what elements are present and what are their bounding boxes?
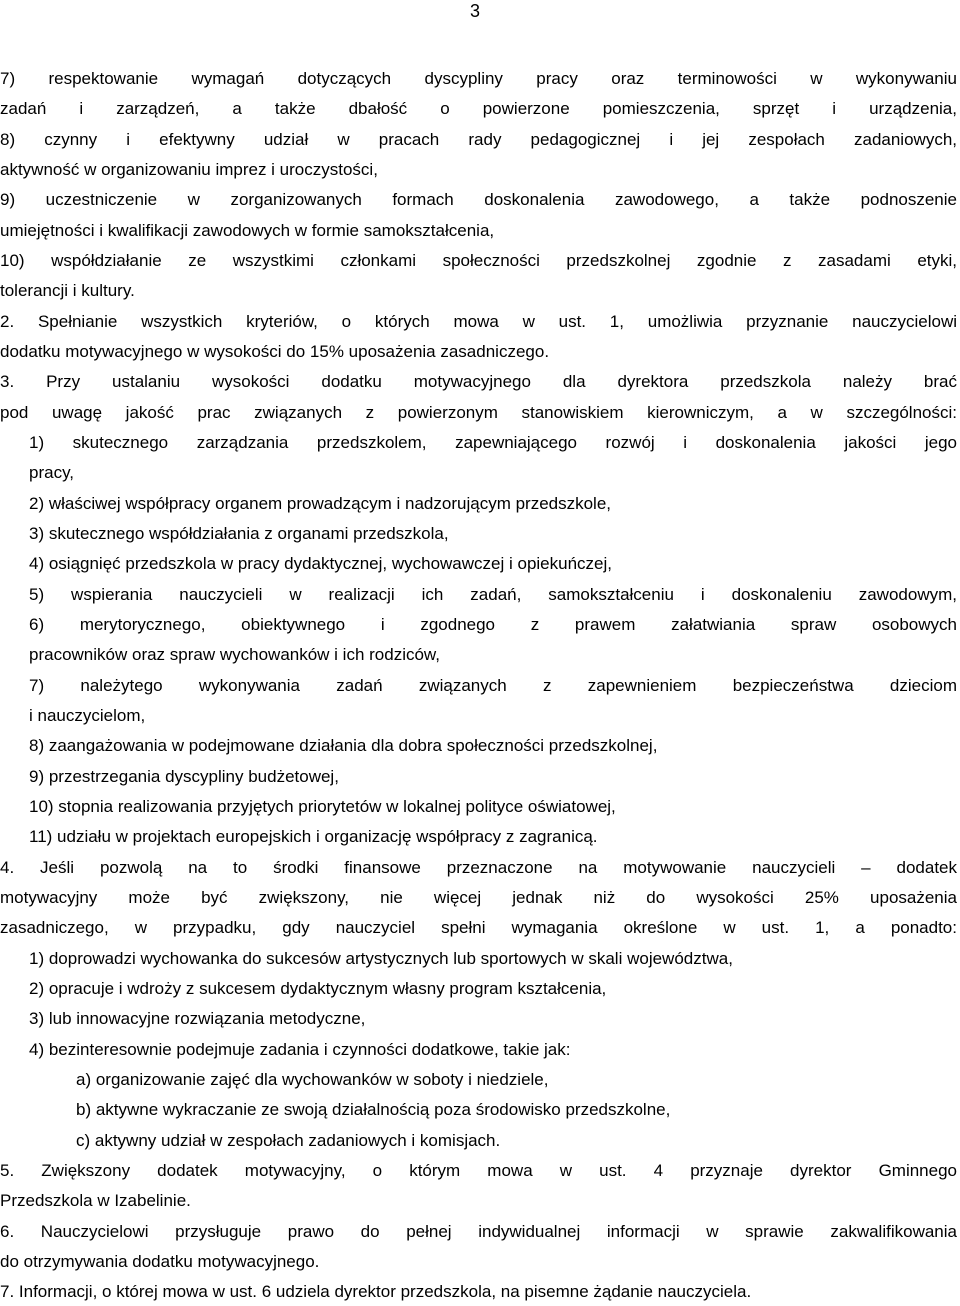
text-line: 5) wspierania nauczycieli w realizacji ich zadań, samokształceniu i doskonaleniu zawodowym, [29, 585, 957, 604]
text-line: 2) właściwej współpracy organem prowadzącym i nadzorującym przedszkole, [29, 494, 612, 513]
text-line: 11) udziału w projektach europejskich i organizację współpracy z zagranicą. [29, 827, 598, 846]
text-line: 3) lub innowacyjne rozwiązania metodyczne, [29, 1009, 366, 1028]
text-line: 1) doprowadzi wychowanka do sukcesów artystycznych lub sportowych w skali województwa, [29, 949, 733, 968]
text-line: 7) należytego wykonywania zadań związanych z zapewnieniem bezpieczeństwa dzieciom [29, 676, 957, 695]
text-line: b) aktywne wykraczanie ze swoją działalnością poza środowisko przedszkolne, [76, 1100, 671, 1119]
text-line: 9) przestrzegania dyscypliny budżetowej, [29, 767, 339, 786]
text-line: a) organizowanie zajęć dla wychowanków w soboty i niedziele, [76, 1070, 549, 1089]
text-line: 8) zaangażowania w podejmowane działania dla dobra społeczności przedszkolnej, [29, 736, 658, 755]
text-line: 9) uczestniczenie w zorganizowanych formach doskonalenia zawodowego, a także podnoszenie [0, 190, 957, 209]
text-line: motywacyjny może być zwiększony, nie więcej jednak niż do wysokości 25% uposażenia [0, 888, 957, 907]
text-line: 10) stopnia realizowania przyjętych priorytetów w lokalnej polityce oświatowej, [29, 797, 616, 816]
text-line: 6. Nauczycielowi przysługuje prawo do pełnej indywidualnej informacji w sprawie zakwalifikowania [0, 1222, 957, 1241]
text-line: 7. Informacji, o której mowa w ust. 6 udziela dyrektor przedszkola, na pisemne żądanie nauczyciela. [0, 1282, 752, 1301]
text-line: aktywność w organizowaniu imprez i uroczystości, [0, 160, 378, 179]
text-line: i nauczycielom, [29, 706, 146, 725]
text-line: 7) respektowanie wymagań dotyczących dyscypliny pracy oraz terminowości w wykonywaniu [0, 69, 957, 88]
text-line: pod uwagę jakość prac związanych z powierzonym stanowiskiem kierowniczym, a w szczególności: [0, 403, 957, 422]
page-number: 3 [470, 1, 481, 21]
text-line: 8) czynny i efektywny udział w pracach rady pedagogicznej i jej zespołach zadaniowych, [0, 130, 957, 149]
text-line: tolerancji i kultury. [0, 281, 135, 300]
text-line: 3) skutecznego współdziałania z organami przedszkola, [29, 524, 449, 543]
text-line: pracowników oraz spraw wychowanków i ich rodziców, [29, 645, 440, 664]
text-line: 4. Jeśli pozwolą na to środki finansowe przeznaczone na motywowanie nauczycieli – dodatek [0, 858, 957, 877]
text-line: 10) współdziałanie ze wszystkimi członkami społeczności przedszkolnej zgodnie z zasadami etyki, [0, 251, 957, 270]
text-line: c) aktywny udział w zespołach zadaniowych i komisjach. [76, 1131, 501, 1150]
text-line: 3. Przy ustalaniu wysokości dodatku motywacyjnego dla dyrektora przedszkola należy brać [0, 372, 957, 391]
text-line: pracy, [29, 463, 75, 482]
text-line: zasadniczego, w przypadku, gdy nauczyciel spełni wymagania określone w ust. 1, a ponadto: [0, 918, 957, 937]
text-line: Przedszkola w Izabelinie. [0, 1191, 191, 1210]
text-line: 2. Spełnianie wszystkich kryteriów, o których mowa w ust. 1, umożliwia przyznanie nauczycielowi [0, 312, 957, 331]
text-line: zadań i zarządzeń, a także dbałość o powierzone pomieszczenia, sprzęt i urządzenia, [0, 99, 957, 118]
text-line: 1) skutecznego zarządzania przedszkolem, zapewniającego rozwój i doskonalenia jakości jego [29, 433, 957, 452]
text-line: do otrzymywania dodatku motywacyjnego. [0, 1252, 320, 1271]
text-line: 2) opracuje i wdroży z sukcesem dydaktycznym własny program kształcenia, [29, 979, 607, 998]
text-line: 5. Zwiększony dodatek motywacyjny, o którym mowa w ust. 4 przyznaje dyrektor Gminnego [0, 1161, 957, 1180]
text-line: dodatku motywacyjnego w wysokości do 15% uposażenia zasadniczego. [0, 342, 550, 361]
text-line: 4) bezinteresownie podejmuje zadania i czynności dodatkowe, takie jak: [29, 1040, 571, 1059]
text-line: 4) osiągnięć przedszkola w pracy dydaktycznej, wychowawczej i opiekuńczej, [29, 554, 612, 573]
text-line: umiejętności i kwalifikacji zawodowych w formie samokształcenia, [0, 221, 495, 240]
text-line: 6) merytorycznego, obiektywnego i zgodnego z prawem załatwiania spraw osobowych [29, 615, 957, 634]
